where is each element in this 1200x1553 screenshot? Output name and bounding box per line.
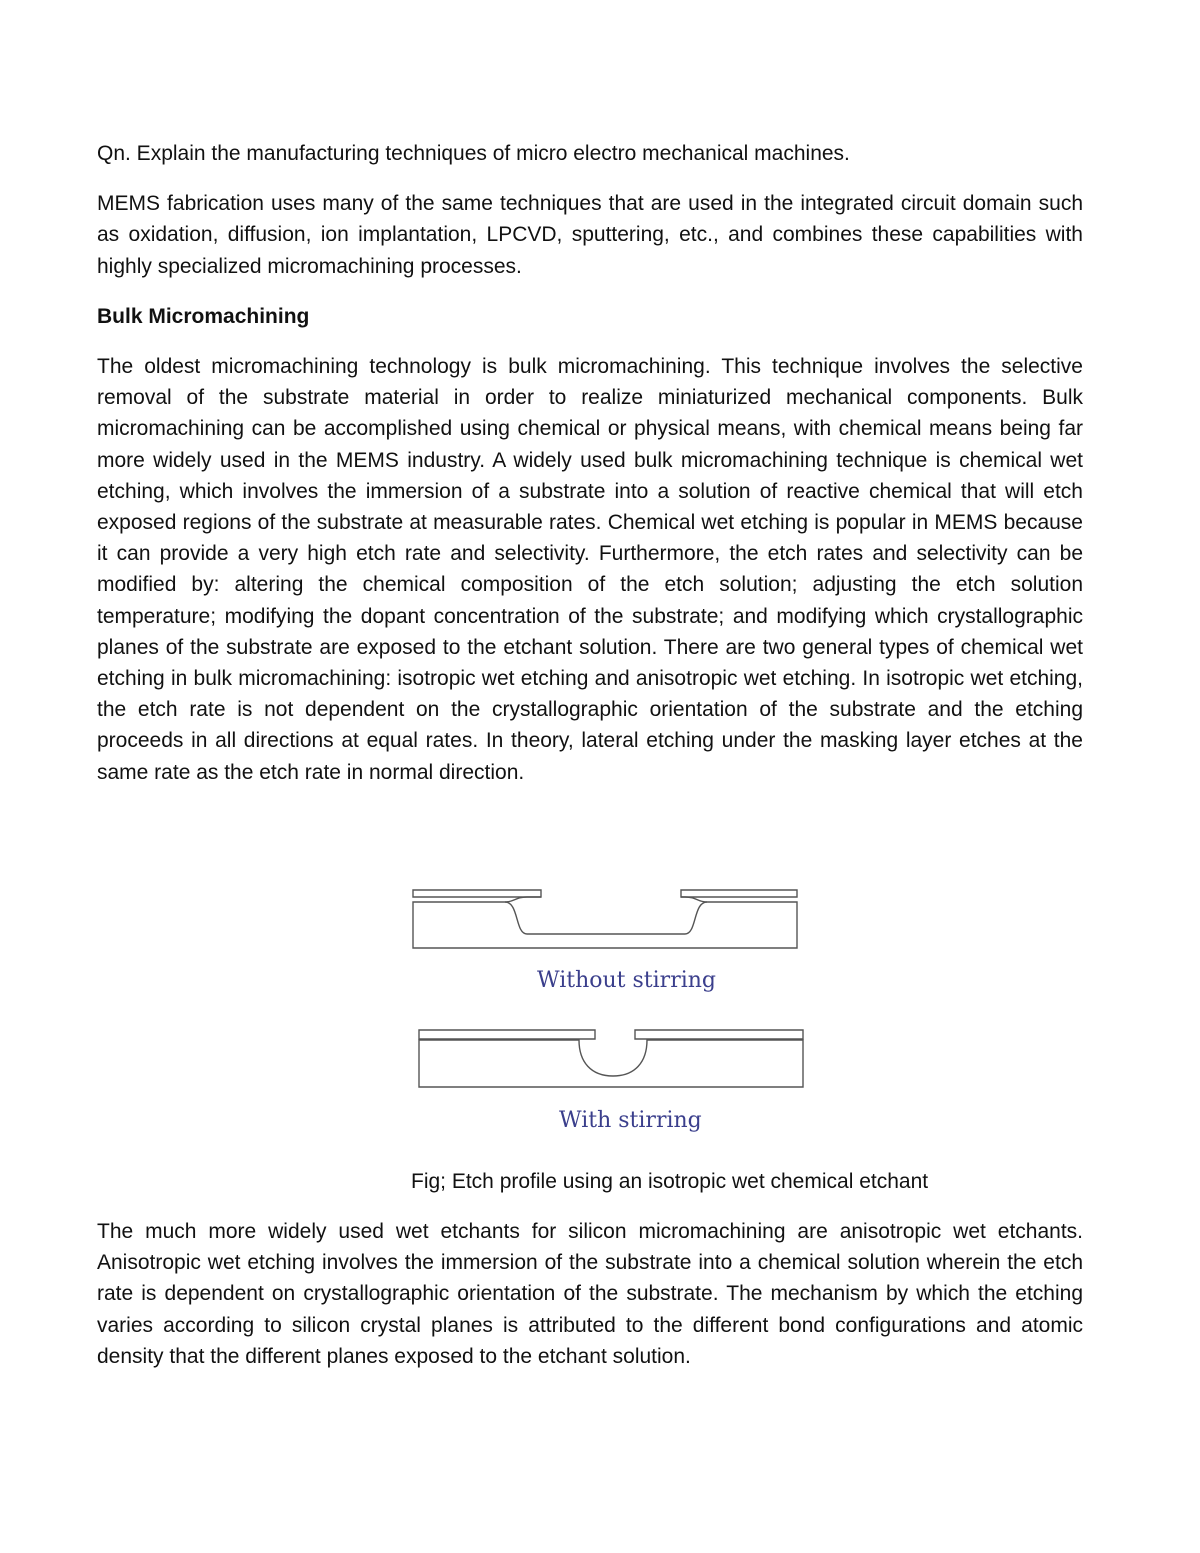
intro-paragraph: MEMS fabrication uses many of the same techniques that are used in the integrated circuit domain such as oxidation, diffusion, ion implantation, LPCVD, sputtering, etc., and combines these capabilities with highly specialized micromachining processes. — [97, 192, 1083, 278]
section-heading: Bulk Micromachining — [97, 304, 310, 328]
etch-profile-figure — [397, 872, 817, 1150]
without-stirring-label: Without stirring — [537, 968, 717, 993]
with-stirring-label: With stirring — [559, 1108, 702, 1133]
figure-caption: Fig; Etch profile using an isotropic wet chemical etchant — [411, 1170, 929, 1193]
document-body — [97, 138, 1083, 788]
etch-profile-with-stirring — [419, 1030, 803, 1087]
etch-profile-without-stirring — [413, 890, 797, 948]
question-text: Qn. Explain the manufacturing techniques of micro electro mechanical machines. — [97, 142, 850, 165]
bulk-micromachining-paragraph: The oldest micromachining technology is bulk micromachining. This technique involves the selective removal of the substrate material in order to realize miniaturized mechanical components. Bulk micromachining can be accomplished using chemical or physical means, with chemical means being far more widely used in the MEMS industry. A widely used bulk micromachining technique is chemical wet etching, which involves the immersion of a substrate into a solution of reactive chemical that will etch exposed regions of the substrate at measurable rates. Chemical wet etching is popular in MEMS because it can provide a very high etch rate and selectivity. Furthermore, the etch rates and selectivity can be modified by: altering the chemical composition of the etch solution; adjusting the etch solution temperature; modifying the dopant concentration of the substrate; and modifying which crystallographic planes of the substrate are exposed to the etchant solution. There are two general types of chemical wet etching in bulk micromachining: isotropic wet etching and anisotropic wet etching. In isotropic wet etching, the etch rate is not dependent on the crystallographic orientation of the substrate and the etching proceeds in all directions at equal rates. In theory, lateral etching under the masking layer etches at the same rate as the etch rate in normal direction. — [97, 355, 1083, 784]
anisotropic-etching-paragraph: The much more widely used wet etchants for silicon micromachining are anisotropic wet etchants. Anisotropic wet etching involves the immersion of the substrate into a chemical solution wherein the etch rate is dependent on crystallographic orientation of the substrate. The mechanism by which the etching varies according to silicon crystal planes is attributed to the different bond configurations and atomic density that the different planes exposed to the etchant solution. — [97, 1220, 1083, 1368]
